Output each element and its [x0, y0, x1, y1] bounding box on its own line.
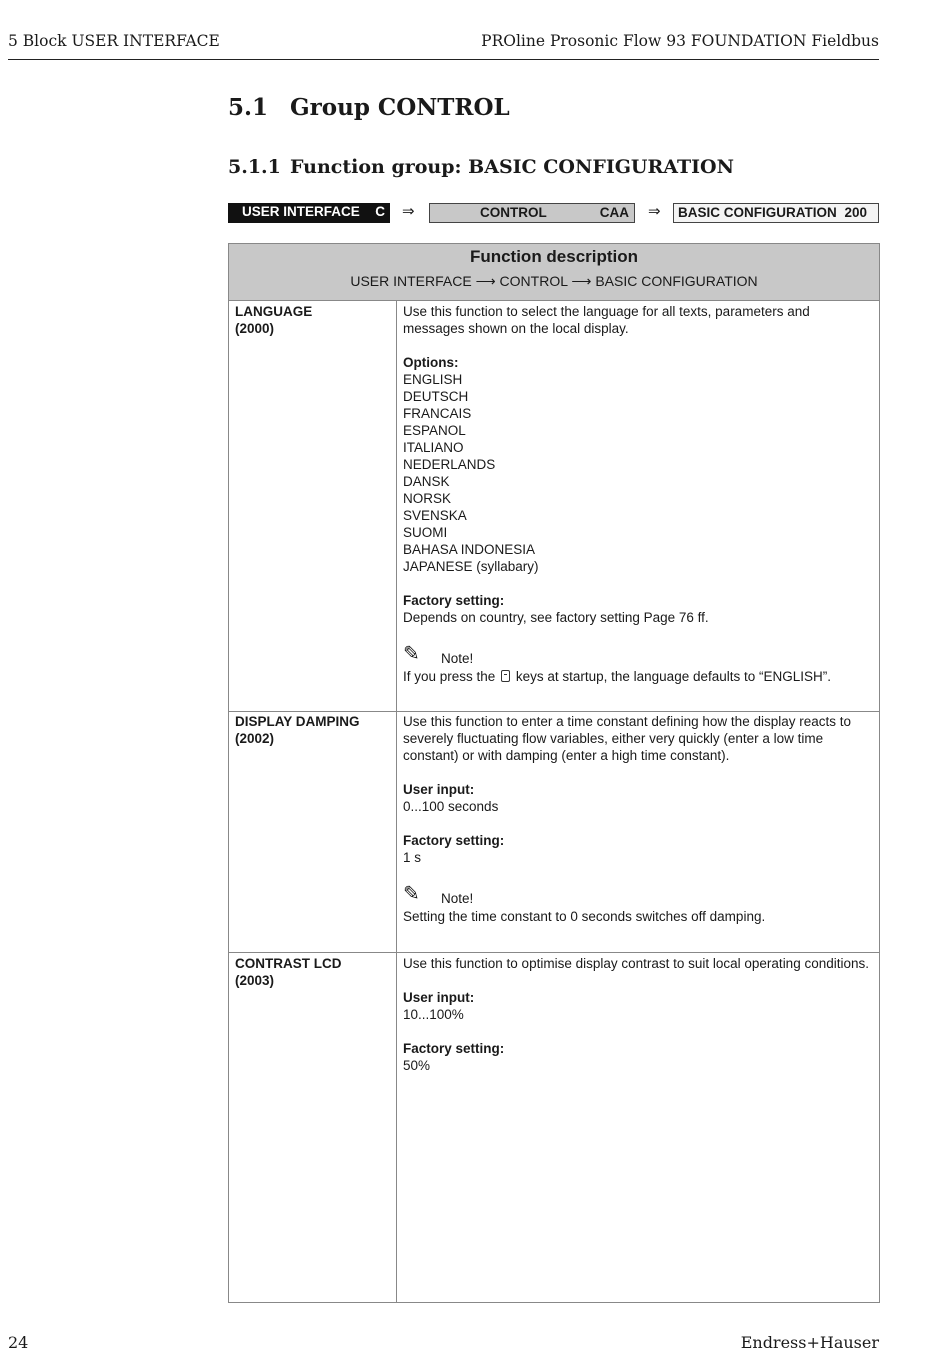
function-name-contrast-lcd	[235, 955, 342, 989]
user-input-label: User input:	[403, 782, 475, 797]
note-text-end: keys at startup, the language defaults to “ENGLISH”.	[515, 669, 832, 684]
option-item: SUOMI	[403, 525, 448, 540]
factory-setting-value: 50%	[403, 1058, 431, 1073]
desc-line: Use this function to select the language for all texts, parameters and	[403, 304, 810, 319]
table-title: Function description	[469, 247, 639, 266]
column-divider	[396, 300, 397, 1302]
subsection-heading	[228, 156, 734, 178]
function-label: DISPLAY DAMPING	[235, 714, 360, 729]
desc-line: messages shown on the local display.	[403, 321, 629, 336]
option-item: NORSK	[403, 491, 452, 506]
factory-setting-label: Factory setting:	[403, 1041, 505, 1056]
function-name-language	[235, 303, 312, 337]
nav-function-group-code: 200	[844, 205, 867, 220]
brand-name: Endress+Hauser	[740, 1333, 879, 1352]
nav-group-code: CAA	[599, 205, 629, 220]
options-label: Options:	[403, 355, 459, 370]
option-item: ENGLISH	[403, 372, 463, 387]
page-number: 24	[8, 1333, 29, 1352]
factory-setting-value: Depends on country, see factory setting Page 76 ff.	[403, 610, 709, 625]
desc-line: Use this function to enter a time constant defining how the display reacts to	[403, 714, 851, 729]
subsection-title: Function group: BASIC CONFIGURATION	[290, 156, 734, 178]
option-item: ESPANOL	[403, 423, 466, 438]
factory-setting-value: 1 s	[403, 850, 422, 865]
user-input-label: User input:	[403, 990, 475, 1005]
keys-icon	[501, 670, 510, 682]
note-label: Note!	[441, 651, 474, 666]
function-description-table	[228, 243, 880, 1303]
section-number: 5.1	[228, 94, 269, 121]
table-path: USER INTERFACE ⟶ CONTROL ⟶ BASIC CONFIGURATION	[350, 273, 758, 289]
nav-arrow-2: ⇒	[648, 203, 661, 220]
section-heading	[228, 94, 510, 121]
option-item: JAPANESE (syllabary)	[403, 559, 539, 574]
table-header	[229, 244, 879, 301]
note-label: Note!	[441, 891, 474, 906]
nav-group-control	[429, 203, 635, 223]
function-code: (2003)	[235, 973, 275, 988]
nav-block-user-interface	[228, 203, 390, 223]
subsection-number: 5.1.1	[228, 156, 281, 178]
function-desc-contrast-lcd	[403, 955, 879, 1074]
note	[403, 643, 875, 668]
desc-line: constant) or with damping (enter a high time constant).	[403, 748, 730, 763]
product-title: PROline Prosonic Flow 93 FOUNDATION Fieldbus	[481, 32, 879, 50]
note-text-start: If you press the	[403, 669, 496, 684]
factory-setting-label: Factory setting:	[403, 833, 505, 848]
function-name-display-damping	[235, 713, 360, 747]
option-item: BAHASA INDONESIA	[403, 542, 536, 557]
factory-setting-label: Factory setting:	[403, 593, 505, 608]
desc-line: severely fluctuating flow variables, either very quickly (enter a low time	[403, 731, 824, 746]
user-input-value: 10...100%	[403, 1007, 464, 1022]
page-header	[8, 31, 879, 60]
row-divider	[229, 711, 879, 712]
note-text	[403, 668, 875, 685]
pencil-note-icon: ✎	[403, 643, 420, 665]
nav-block-label: USER INTERFACE	[242, 204, 360, 219]
desc-line: Use this function to optimise display contrast to suit local operating conditions.	[403, 956, 869, 971]
user-input-value: 0...100 seconds	[403, 799, 499, 814]
option-item: DEUTSCH	[403, 389, 469, 404]
note	[403, 883, 875, 908]
function-label: CONTRAST LCD	[235, 956, 342, 971]
function-desc-language	[403, 303, 875, 685]
nav-function-group	[673, 203, 879, 223]
nav-arrow-1: ⇒	[402, 203, 415, 220]
section-title: Group CONTROL	[290, 94, 510, 121]
nav-group-label: CONTROL	[480, 205, 547, 220]
row-divider	[229, 952, 879, 953]
nav-block-code: C	[375, 204, 385, 219]
option-item: SVENSKA	[403, 508, 467, 523]
option-item: FRANCAIS	[403, 406, 472, 421]
option-item: DANSK	[403, 474, 450, 489]
function-code: (2000)	[235, 321, 275, 336]
pencil-note-icon: ✎	[403, 883, 420, 905]
function-desc-display-damping	[403, 713, 875, 925]
function-code: (2002)	[235, 731, 275, 746]
chapter-title: 5 Block USER INTERFACE	[8, 32, 220, 50]
option-item: NEDERLANDS	[403, 457, 496, 472]
function-label: LANGUAGE	[235, 304, 313, 319]
note-text: Setting the time constant to 0 seconds switches off damping.	[403, 909, 766, 924]
nav-function-group-label: BASIC CONFIGURATION	[678, 205, 837, 220]
option-item: ITALIANO	[403, 440, 464, 455]
